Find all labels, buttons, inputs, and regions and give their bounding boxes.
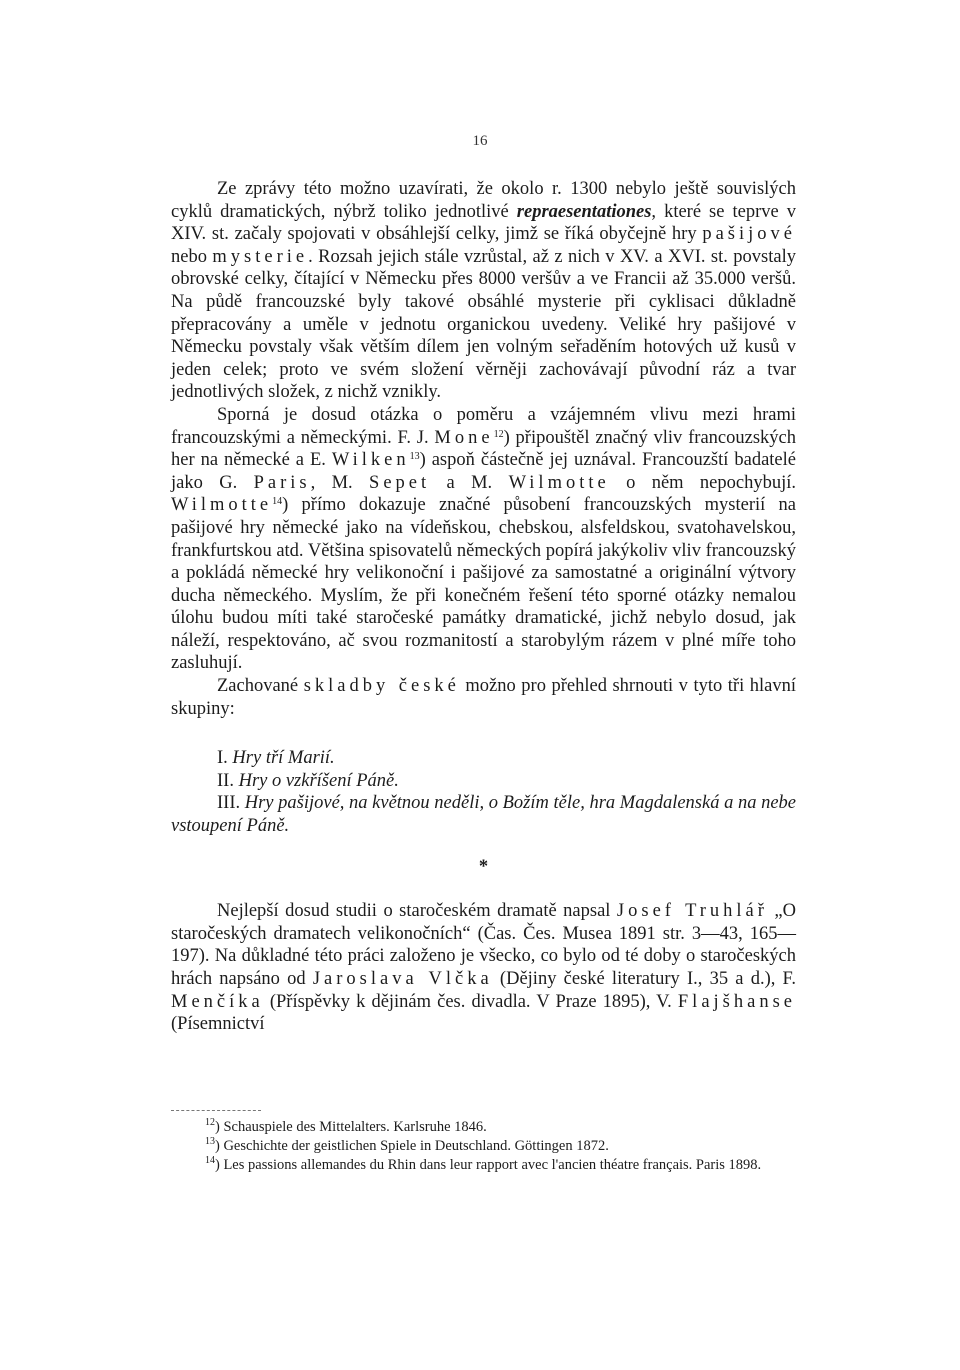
list-item: III. Hry pašijové, na květnou neděli, o Božím těle, hra Magdalenská a na nebe vstoupení Páně. — [171, 793, 797, 837]
spaced-name: Wilmotte — [171, 495, 273, 516]
paragraph-2: Sporná je dosud otázka o poměru a vzájemném vlivu mezi hrami francouzskými a německými. F. J. Mone$^{12}$) připouštěl značný vliv francouzských her na německé a E. Wilken$^{13}$) aspoň částečně jej uznával. Francouzští badatelé jako G. Paris, M. Sepet a M. Wilmotte o něm nepochybují. Wilmotte$^{14}$) přímo dokazuje značné působení francouzských mysterií na pašijové hry německé jako na vídeňskou, chebskou, alsfeldskou, svatohavelskou, frankfurtskou atd. Většina spisovatelů německých popírá jakýkoliv vliv francouzský a pokládá německé hry velikonoční i pašijové za samostatné a originální výtvory ducha německého. Myslím, že při konečném řešení této sporné otázky nemalou úlohu budou míti také staročeské památky dramatické, jichž nebylo dosud, jak náleží, respektováno, ač svou rozmanitostí a starobylým rázem v plné míře toho zasluhují. — [171, 404, 796, 674]
spaced-name: Sepet — [369, 472, 431, 493]
spaced-name: Wilken — [331, 450, 410, 471]
section-separator: * — [478, 856, 489, 877]
spaced-name: Flajšhanse — [677, 991, 796, 1012]
page-number: 16 — [472, 133, 488, 149]
spaced-term: skladby české — [303, 676, 460, 697]
paragraph-3: Zachované skladby české možno pro přehled shrnouti v tyto tři hlavní skupiny: — [171, 676, 796, 719]
spaced-name: Paris — [253, 472, 311, 493]
spaced-term: mysterie — [212, 246, 309, 267]
spaced-term: pašijové — [702, 224, 796, 245]
list-item: II. Hry o vzkříšení Páně. — [217, 770, 399, 791]
paragraph-4: Nejlepší dosud studii o staročeském dramatě napsal Josef Truhlář „O staročeských dramatech velikonočních“ (Čas. Čes. Musea 1891 str. 3—43, 165—197). Na důkladné této práci založeno je všecko, co bylo od té doby o staročeských hrách napsáno od Jaroslava Vlčka (Dějiny české literatury I., 35 a d.), F. Menčíka (Příspěvky k dějinám čes. divadla. V Praze 1895), V. Flajšhanse (Písemnictví — [171, 901, 796, 1035]
footnote-ref: 13 — [409, 451, 420, 463]
spaced-name: Josef Truhlář — [616, 901, 768, 922]
footnote-divider — [171, 1110, 261, 1111]
spaced-name: Jaroslava Vlčka — [312, 969, 493, 989]
footnote: $^{13}$) Geschichte der geistlichen Spiele in Deutschland. Göttingen 1872. — [205, 1136, 609, 1154]
groups-list — [171, 747, 796, 837]
spaced-name: Wilmotte — [508, 472, 610, 493]
footnote-ref: 12 — [493, 428, 504, 440]
paragraph-1: Ze zprávy této možno uzavírati, že okolo r. 1300 nebylo ještě souvislých cyklů dramatických, nýbrž toliko jednotlivé repraesentationes, které se teprve v XIV. st. začaly spojovati v obsáhlejší celky, jimž se říká obyčejně hry pašijové nebo mysterie. Rozsah jejich stále vzrůstal, až z nich v XV. a XVI. st. povstaly obrovské celky, čítající v Německu přes 8000 veršův a ve Francii až 35.000 veršů. Na půdě francouzské byly takové obsáhlé mysterie při cyklisaci důkladně přepracovány a uměle v jednotu organickou uvedeny. Veliké hry pašijové v Německu povstaly však větším dílem jen volným seřaděním hotových už kusů v jeden celek; proto ve svém složení věrněji zachovávají původní ráz a tvar jednotlivých složek, z nichž vznikly. — [171, 179, 796, 403]
footnotes — [171, 1118, 796, 1175]
footnote: $^{12}$) Schauspiele des Mittelalters. Karlsruhe 1846. — [205, 1117, 487, 1135]
emphasis-latin-term: repraesentationes — [516, 201, 652, 222]
footnote: $^{14}$) Les passions allemandes du Rhin dans leur rapport avec l'ancien théatre français. Paris 1898. — [205, 1155, 762, 1173]
spaced-name: Menčíka — [171, 991, 264, 1012]
main-text — [171, 178, 796, 1036]
spaced-name: Mone — [434, 427, 494, 448]
footnote-ref: 14 — [272, 496, 283, 508]
list-item: I. Hry tří Marií. — [217, 748, 335, 769]
